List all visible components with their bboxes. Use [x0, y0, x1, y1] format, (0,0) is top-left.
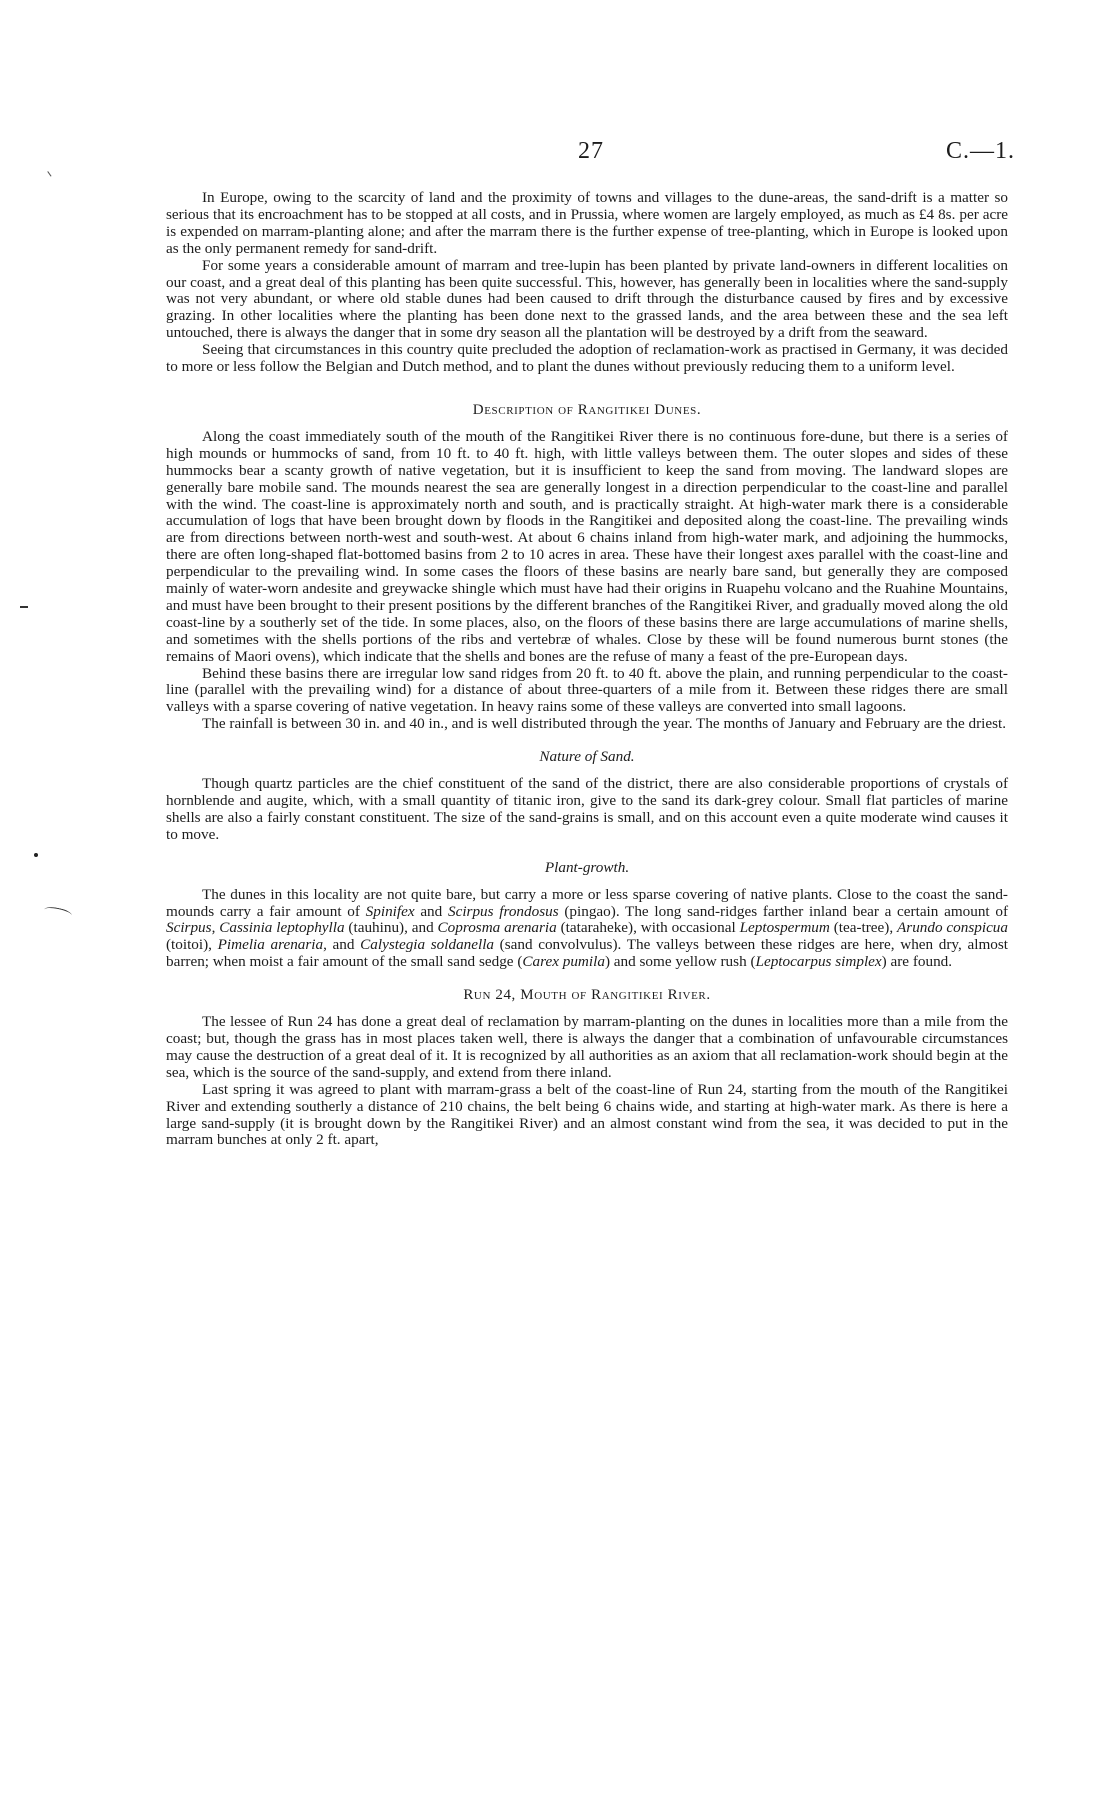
paragraph: Along the coast immediately south of the mouth of the Rangitikei River there is no continuous fore-dune, but there is a series of high mounds or hummocks of sand, from 10 ft. to 40 ft. high, with little valleys between them. The outer slopes and sides of these hummocks bear a scanty growth of native vegetation, but it is insufficient to keep the sand from moving. The landward slopes are generally bare mobile sand. The mounds nearest the sea are generally longest in a direction perpendicular to the coast-line and parallel with the wind. The coast-line is approximately north and south, and is practically straight. At high-water mark there is a considerable accumulation of logs that have been brought down by floods in the Rangitikei and deposited along the coast-line. The prevailing winds are from directions between north-west and south-west. At about 6 chains inland from high-water mark, and adjoining the hummocks, there are often long-shaped flat-bottomed basins from 2 to 10 acres in area. These have their longest axes parallel with the coast-line and perpendicular to the prevailing wind. In some cases the floors of these basins are nearly bare sand, but generally they are composed mainly of water-worn andesite and greywacke shingle which must have had their origins in Ruapehu volcano and the Ruahine Mountains, and must have been brought to their present positions by the different branches of the Rangitikei River, and gradually moved along the old coast-line by a southerly set of the tide. In some places, also, on the floors of these basins there are large accumulations of marine shells, and sometimes with the shells portions of the ribs and vertebræ of whales. Close by these will be found numerous burnt stones (the remains of Maori ovens), which indicate that the shells and bones are the refuse of many a feast of the pre-European days. — [166, 427, 1008, 665]
species-name: Arundo conspicua — [897, 919, 1008, 937]
species-name: Scirpus frondosus — [447, 902, 559, 920]
species-name: Coprosma arenaria — [437, 919, 557, 937]
section-heading: Description of Rangitikei Dunes. — [472, 401, 702, 418]
margin-mark — [34, 853, 38, 857]
paragraph: For some years a considerable amount of marram and tree-lupin has been planted by private land-owners in different localities on our coast, and a great deal of this planting has been quite successful. This, however, has generally been in localities where the sand-supply was not very abundant, or where old stable dunes had been caused to drift through the disturbance caused by fires and by excessive grazing. In other localities where the planting has been done next to the grassed lands, and the area between these and the sea left untouched, there is always the danger that in some dry season all the plantation will be destroyed by a drift from the seaward. — [166, 256, 1008, 342]
species-name: Leptocarpus simplex — [755, 953, 882, 971]
margin-mark — [47, 165, 59, 176]
paragraph: Seeing that circumstances in this country quite precluded the adoption of reclamation-work as practised in Germany, it was decided to more or less follow the Belgian and Dutch method, and to plant the dunes without previously reducing them to a uniform level. — [166, 341, 1008, 376]
species-name: Scirpus — [166, 919, 212, 937]
text-run: (tauhinu), and — [344, 919, 438, 937]
text-run: , and — [323, 936, 361, 954]
paragraph: The rainfall is between 30 in. and 40 in., and is well distributed through the year. The months of January and February are the driest. — [202, 715, 1007, 733]
subsection-heading: Plant-growth. — [544, 858, 630, 876]
paragraph: In Europe, owing to the scarcity of land and the proximity of towns and villages to the dune-areas, the sand-drift is a matter so serious that its encroachment has to be stopped at all costs, and in Prussia, where women are largely employed, as much as £4 8s. per acre is expended on marram-planting alone; and after the marram there is the further expense of tree-planting, which in Europe is looked upon as the only permanent remedy for sand-drift. — [166, 189, 1008, 257]
subsection-heading: Nature of Sand. — [539, 748, 635, 766]
text-run: The dunes in this locality are not quite bare, but carry a more or less sparse covering of native plants. Close to the coast the sand-mounds carry a fair amount of — [166, 885, 1008, 920]
text-run: (sand convolvulus). The valleys between these ridges are here, when dry, almost barren; when moist a fair amount of the small sand sedge ( — [166, 936, 1008, 971]
species-name: Leptospermum — [739, 919, 830, 937]
species-name: Spinifex — [365, 902, 415, 920]
text-run: (pingao). The long sand-ridges farther inland bear a certain amount of — [558, 902, 1009, 920]
text-run: , — [211, 919, 220, 937]
paragraph: Though quartz particles are the chief constituent of the sand of the district, there are also considerable proportions of crystals of hornblende and augite, which, with a small quantity of titanic iron, give to the sand its dark-grey colour. Small flat particles of marine shells are also a fairly constant constituent. The size of the sand-grains is small, and on this account even a quite moderate wind causes it to move. — [166, 775, 1008, 843]
text-run: (tataraheke), with occasional — [556, 919, 740, 937]
section-heading: Run 24, Mouth of Rangitikei River. — [463, 987, 711, 1004]
paragraph: Behind these basins there are irregular low sand ridges from 20 ft. to 40 ft. above the plain, and running perpendicular to the coast-line (parallel with the prevailing wind) for a distance of about three-quarters of a mile from it. Between these ridges there are small valleys with a sparse covering of native vegetation. In heavy rains some of these valleys are converted into small lagoons. — [166, 664, 1008, 716]
text-run: (toitoi), — [166, 936, 218, 954]
text-run: ) are found. — [881, 953, 953, 971]
species-name: Calystegia soldanella — [360, 936, 495, 954]
species-name: Carex pumila — [522, 953, 605, 971]
text-run: (tea-tree), — [829, 919, 897, 937]
species-name: Pimelia arenaria — [217, 936, 324, 954]
margin-mark — [20, 606, 28, 608]
page-number: 27 — [578, 138, 604, 164]
text-run: and — [414, 902, 448, 920]
paragraph: The lessee of Run 24 has done a great deal of reclamation by marram-planting on the dunes in localities more than a mile from the coast; but, though the grass has in most places taken well, there is always the danger that a combination of unfavourable circumstances may cause the destruction of a great deal of it. It is recognized by all authorities as an axiom that all reclamation-work should begin at the sea, which is the source of the sand-supply, and extend from there inland. — [166, 1013, 1008, 1081]
text-run: ) and some yellow rush ( — [604, 953, 756, 971]
paragraph: Last spring it was agreed to plant with marram-grass a belt of the coast-line of Run 24, starting from the mouth of the Rangitikei River and extending southerly a distance of 210 chains, the belt being 6 chains wide, and starting at high-water mark. As there is here a large sand-supply (it is brought down by the Rangitikei River) and an almost constant wind from the sea, it was decided to put in the marram bunches at only 2 ft. apart, — [166, 1080, 1008, 1149]
paragraph — [166, 887, 1008, 972]
species-name: Cassinia leptophylla — [219, 919, 345, 937]
document-body — [166, 190, 1008, 1149]
margin-mark — [43, 905, 72, 920]
document-reference: C.—1. — [946, 138, 1016, 164]
